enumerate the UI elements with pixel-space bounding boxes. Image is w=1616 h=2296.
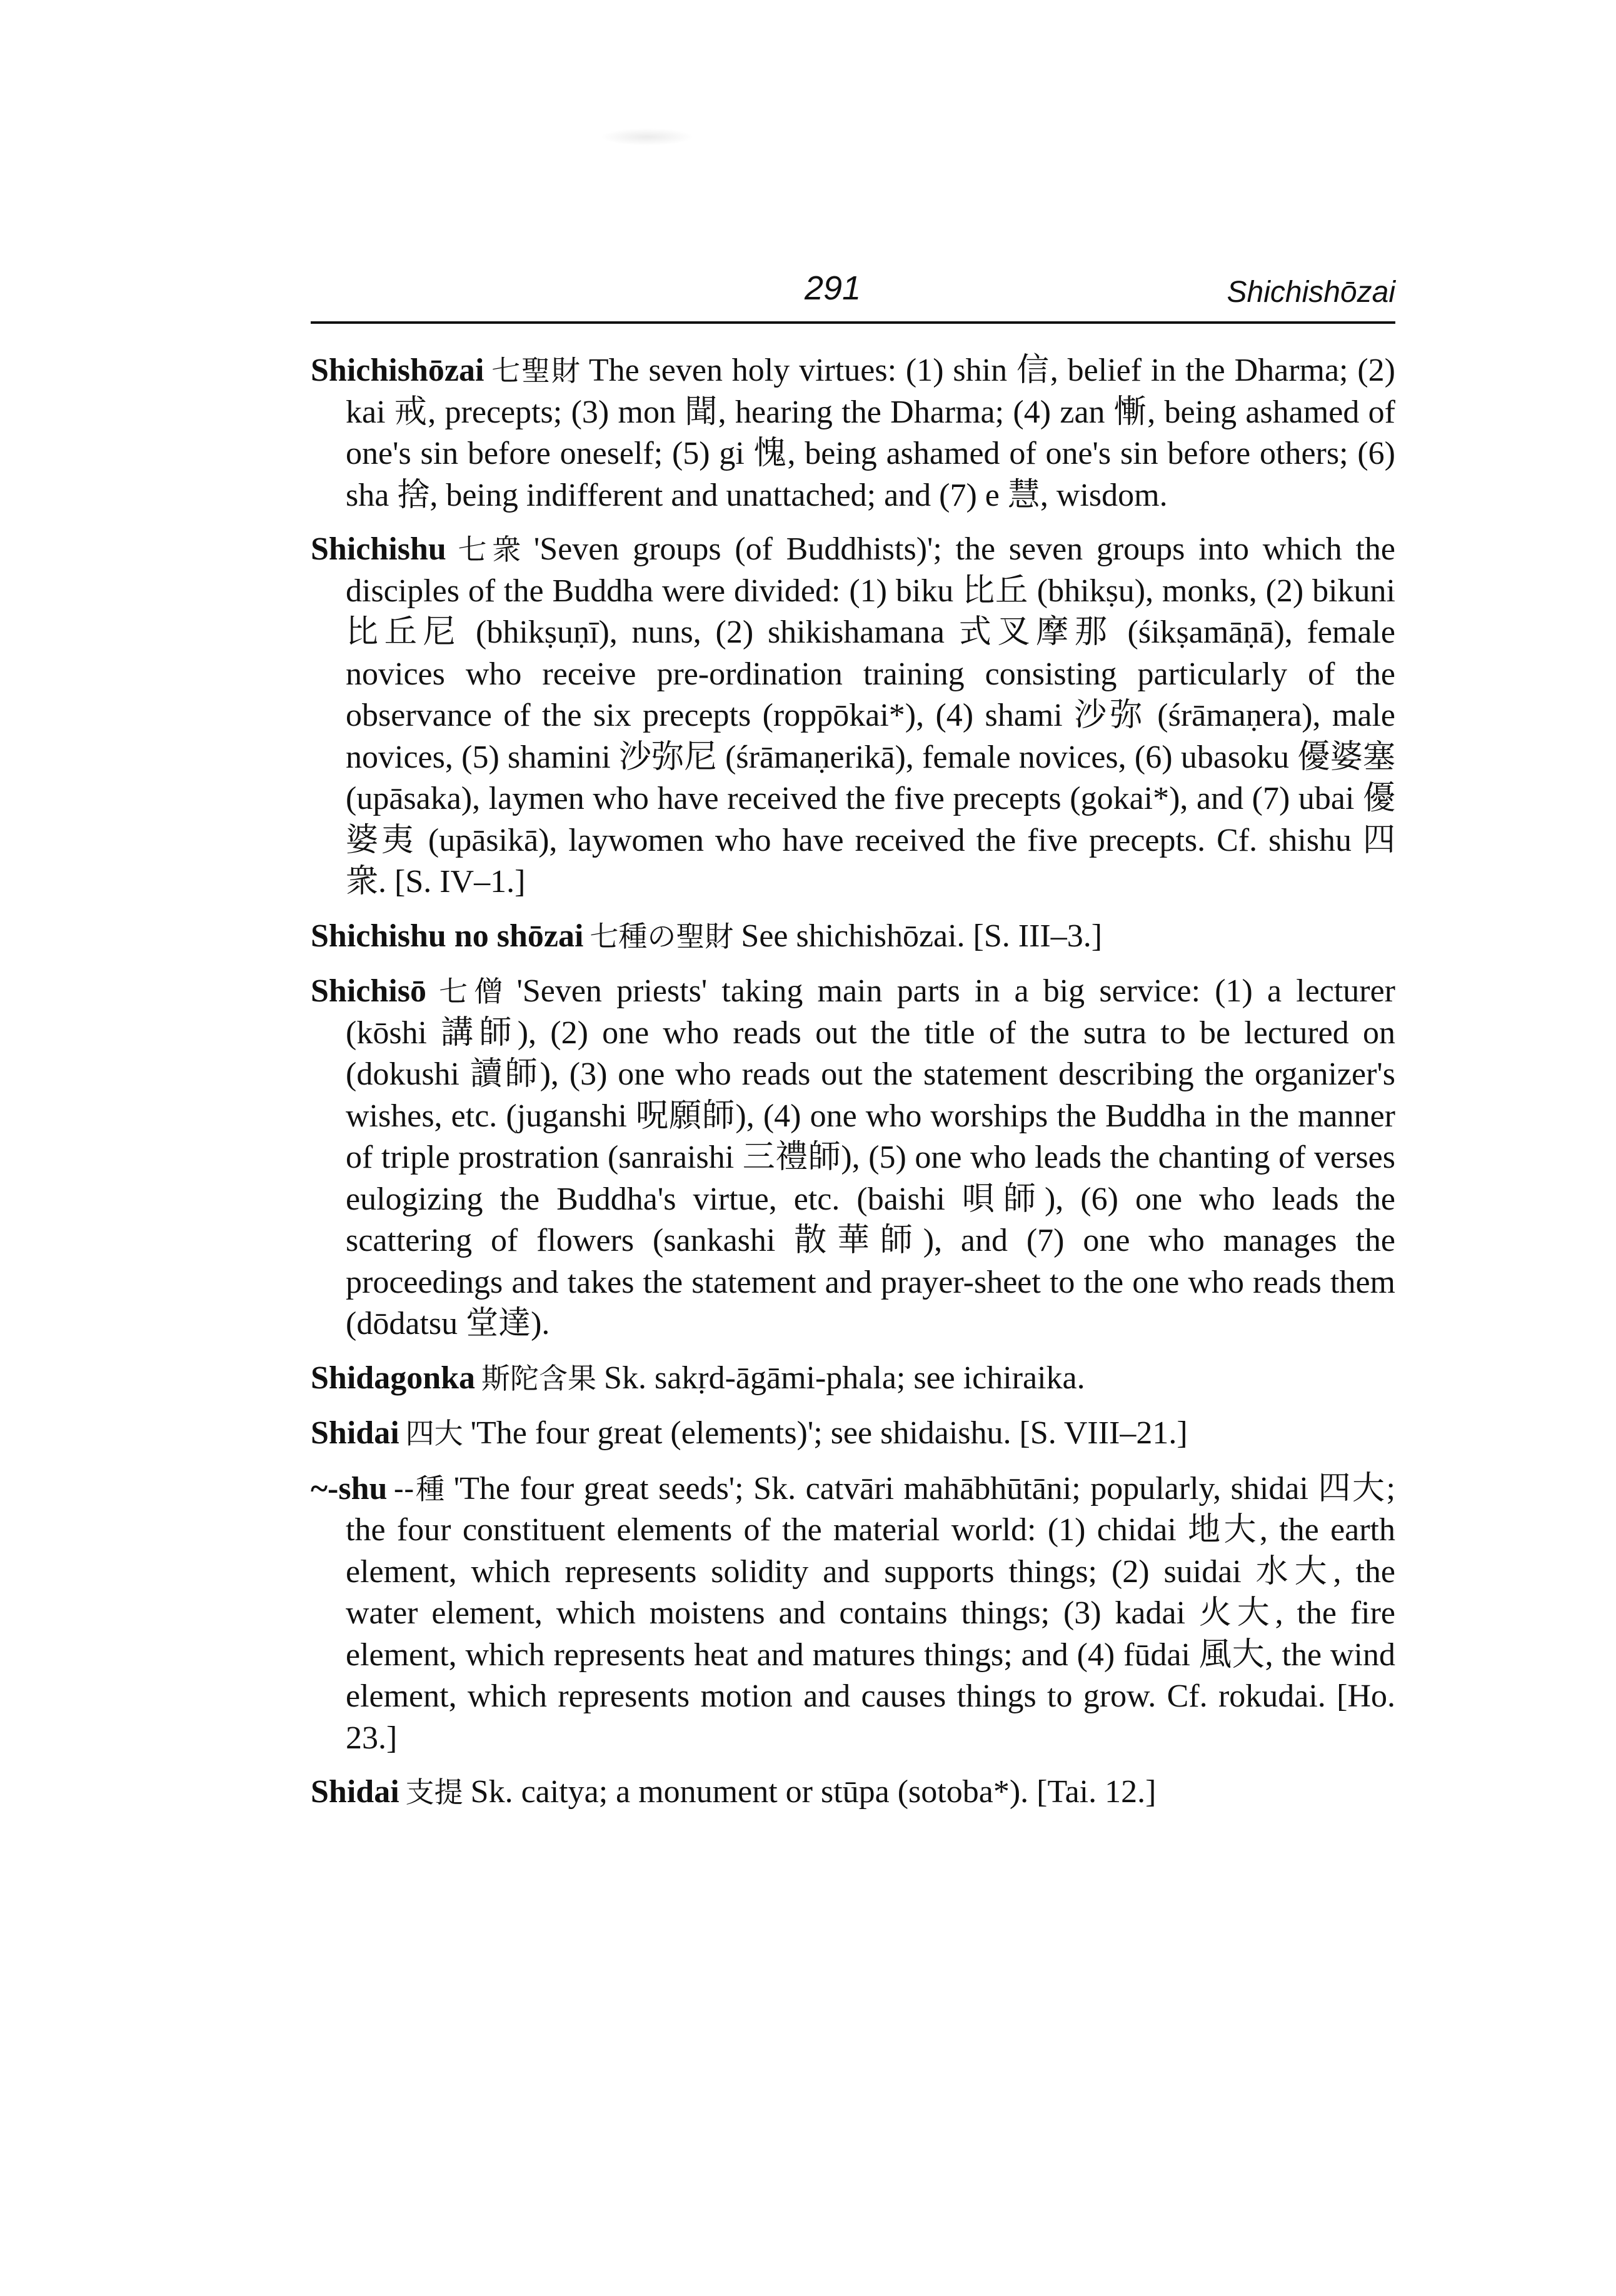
dictionary-entry — [311, 1772, 1395, 1813]
entry-headword: Shichishōzai — [311, 353, 484, 388]
dictionary-entry — [311, 971, 1395, 1345]
running-head — [311, 269, 1395, 324]
dictionary-entry — [311, 1413, 1395, 1455]
entry-kanji: 斯陀含果 — [481, 1361, 597, 1395]
entry-kanji: 七聖財 — [490, 354, 581, 388]
entry-headword: Shidagonka — [311, 1360, 476, 1396]
page-content — [311, 269, 1395, 1827]
dictionary-entry — [311, 529, 1395, 903]
entry-headword: Shidai — [311, 1774, 399, 1810]
dictionary-subentry — [311, 1468, 1395, 1760]
running-title: Shichishōzai — [1227, 276, 1395, 309]
entry-headword: Shichishu no shōzai — [311, 918, 584, 954]
page-number: 291 — [805, 269, 861, 307]
entry-definition: 'Seven priests' taking main parts in a big service: (1) a lecturer (kōshi 講師), (2) one who reads out the title of the sutra to be lectured on (dokushi 讀師), (3) one who reads out the statement describing the organizer's wishes, etc. (juganshi 呪願師), (4) one who worships the Buddha in the manner of triple prostration (sanraishi 三禮師), (5) one who leads the chanting of verses eulogizing the Buddha's virtue, etc. (baishi 唄師), (6) one who leads the scattering of flowers (sankashi 散華師), and (7) one who manages the proceedings and takes the statement and prayer-sheet to the one who reads them (dōdatsu 堂達). — [346, 973, 1395, 1341]
entry-kanji: 四大 — [405, 1416, 463, 1450]
entry-headword: Shichisō — [311, 973, 426, 1009]
dictionary-entry — [311, 350, 1395, 516]
entry-kanji: --種 — [393, 1471, 446, 1506]
entry-definition: 'Seven groups (of Buddhists)'; the seven groups into which the disciples of the Buddha were divided: (1) biku 比丘 (bhikṣu), monks, (2) bikuni 比丘尼 (bhikṣuṇī), nuns, (2) shikishamana 式叉摩那 (śikṣamāṇā), female novices who receive pre-ordination training consisting particularly of the observance of the six precepts (roppōkai*), (4) shami 沙弥 (śrāmaṇera), male novices, (5) shamini 沙弥尼 (śrāmaṇerikā), female novices, (6) ubasoku 優婆塞 (upāsaka), laymen who have received the five precepts (gokai*), and (7) ubai 優婆夷 (upāsikā), laywomen who have received the five precepts. Cf. shishu 四衆. [S. IV–1.] — [346, 531, 1396, 900]
entry-kanji: 七種の聖財 — [590, 919, 734, 953]
entry-definition: 'The four great (elements)'; see shidaishu. [S. VIII–21.] — [470, 1415, 1188, 1451]
entry-list — [311, 350, 1395, 1813]
dictionary-entry — [311, 1358, 1395, 1400]
entry-definition: The seven holy virtues: (1) shin 信, belief in the Dharma; (2) kai 戒, precepts; (3) mon 聞, hearing the Dharma; (4) zan 慚, being ashamed of one's sin before oneself; (5) gi 愧, being ashamed of one's sin before others; (6) sha 捨, being indifferent and unattached; and (7) e 慧, wisdom. — [346, 353, 1395, 513]
entry-kanji: 七僧 — [432, 975, 509, 1008]
entry-headword: Shidai — [311, 1415, 399, 1451]
entry-definition: Sk. sakṛd-āgāmi-phala; see ichiraika. — [604, 1360, 1085, 1396]
entry-definition: Sk. caitya; a monument or stūpa (sotoba*). [Tai. 12.] — [470, 1774, 1157, 1810]
entry-definition: 'The four great seeds'; Sk. catvāri mahābhūtāni; popularly, shidai 四大; the four constituent elements of the material world: (1) chidai 地大, the earth element, which represents solidity and supports things; (2) suidai 水大, the water element, which moistens and contains things; (3) kadai 火大, the fire element, which represents heat and matures things; and (4) fūdai 風大, the wind element, which represents motion and causes things to grow. Cf. rokudai. [Ho. 23.] — [346, 1470, 1395, 1756]
entry-kanji: 七衆 — [452, 533, 526, 566]
entry-headword: Shichishu — [311, 531, 446, 567]
dictionary-entry — [311, 916, 1395, 958]
entry-kanji: 支提 — [405, 1775, 463, 1809]
entry-headword: ~-shu — [311, 1470, 388, 1506]
entry-definition: See shichishōzai. [S. III–3.] — [741, 918, 1103, 954]
paper-stain — [600, 128, 694, 146]
